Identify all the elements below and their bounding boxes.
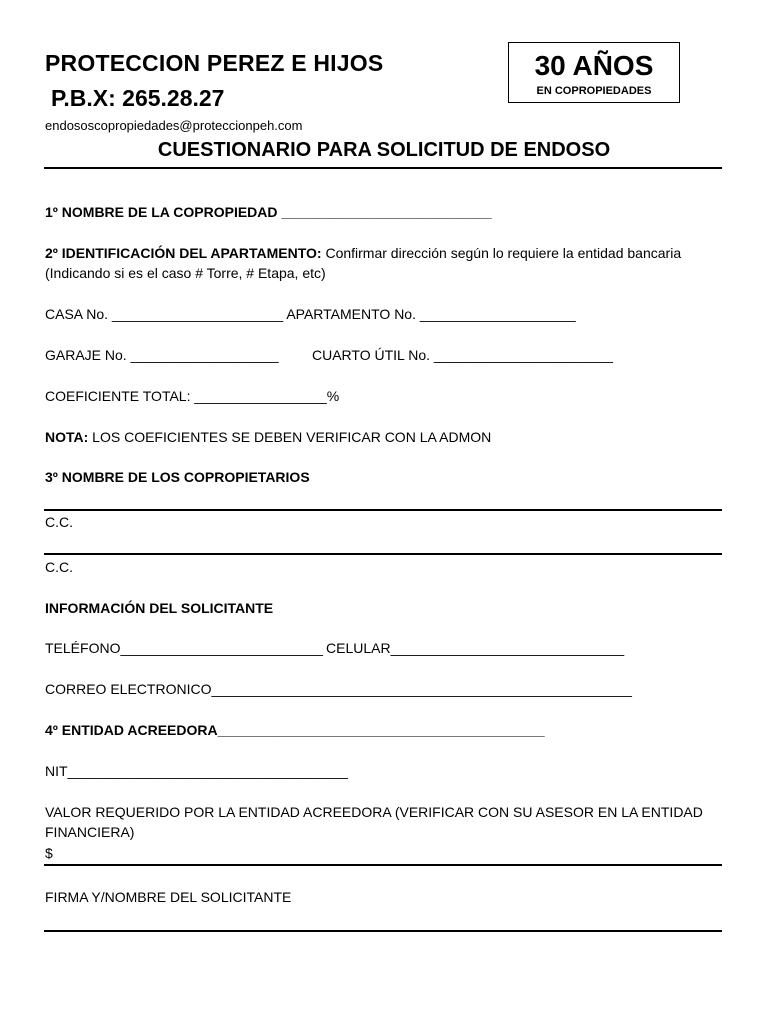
apartment-identification (45, 245, 681, 261)
valor-requerido-label: VALOR REQUERIDO POR LA ENTIDAD ACREEDORA (VERIFICAR CON SU ASESOR EN LA ENTIDAD (45, 804, 703, 820)
casa-apartamento-field: CASA No. ______________________ APARTAMENTO No. ____________________ (45, 306, 576, 322)
apartment-identification-desc: Confirmar dirección según lo requiere la entidad bancaria (321, 245, 682, 261)
company-phone: P.B.X: 265.28.27 (51, 85, 225, 111)
correo-field: CORREO ELECTRONICO______________________________________________________ (45, 681, 632, 697)
anniversary-badge (508, 42, 680, 103)
badge-years: 30 AÑOS (534, 50, 654, 81)
company-name: PROTECCION PEREZ E HIJOS (45, 50, 384, 76)
cc-2-label: C.C. (45, 559, 73, 575)
apartment-identification-note: (Indicando si es el caso # Torre, # Etapa, etc) (45, 265, 326, 281)
entidad-acreedora-field: 4º ENTIDAD ACREEDORA__________________________________________ (45, 722, 545, 738)
cuarto-util-field: CUARTO ÚTIL No. _______________________ (312, 347, 613, 363)
nota-text: LOS COEFICIENTES SE DEBEN VERIFICAR CON LA ADMON (88, 429, 492, 445)
copropietario-2-line (44, 553, 722, 555)
copropietario-1-line (44, 509, 722, 511)
coeficiente-field: COEFICIENTE TOTAL: _________________% (45, 388, 340, 404)
firma-label: FIRMA Y/NOMBRE DEL SOLICITANTE (45, 889, 292, 905)
garaje-field: GARAJE No. ___________________ (45, 347, 279, 363)
company-email: endososcopropiedades@proteccionpeh.com (45, 118, 303, 133)
copropiedad-field: 1º NOMBRE DE LA COPROPIEDAD ___________________________ (45, 204, 492, 220)
valor-line (44, 864, 722, 866)
form-title: CUESTIONARIO PARA SOLICITUD DE ENDOSO (157, 139, 611, 161)
valor-requerido-label-cont: FINANCIERA) (45, 824, 135, 840)
nota-label: NOTA: (45, 429, 89, 445)
celular-field: CELULAR______________________________ (326, 640, 625, 656)
telefono-field: TELÉFONO__________________________ (45, 640, 323, 656)
cc-1-label: C.C. (45, 514, 73, 530)
title-underline (44, 167, 722, 169)
badge-caption: EN COPROPIEDADES (536, 85, 652, 97)
copropietarios-heading: 3º NOMBRE DE LOS COPROPIETARIOS (45, 469, 310, 485)
apartment-identification-label: 2º IDENTIFICACIÓN DEL APARTAMENTO: (45, 245, 322, 261)
firma-line (44, 930, 722, 932)
solicitante-heading: INFORMACIÓN DEL SOLICITANTE (45, 600, 274, 616)
nit-field: NIT____________________________________ (45, 763, 348, 779)
nota (45, 429, 491, 445)
valor-currency-symbol: $ (45, 845, 53, 861)
